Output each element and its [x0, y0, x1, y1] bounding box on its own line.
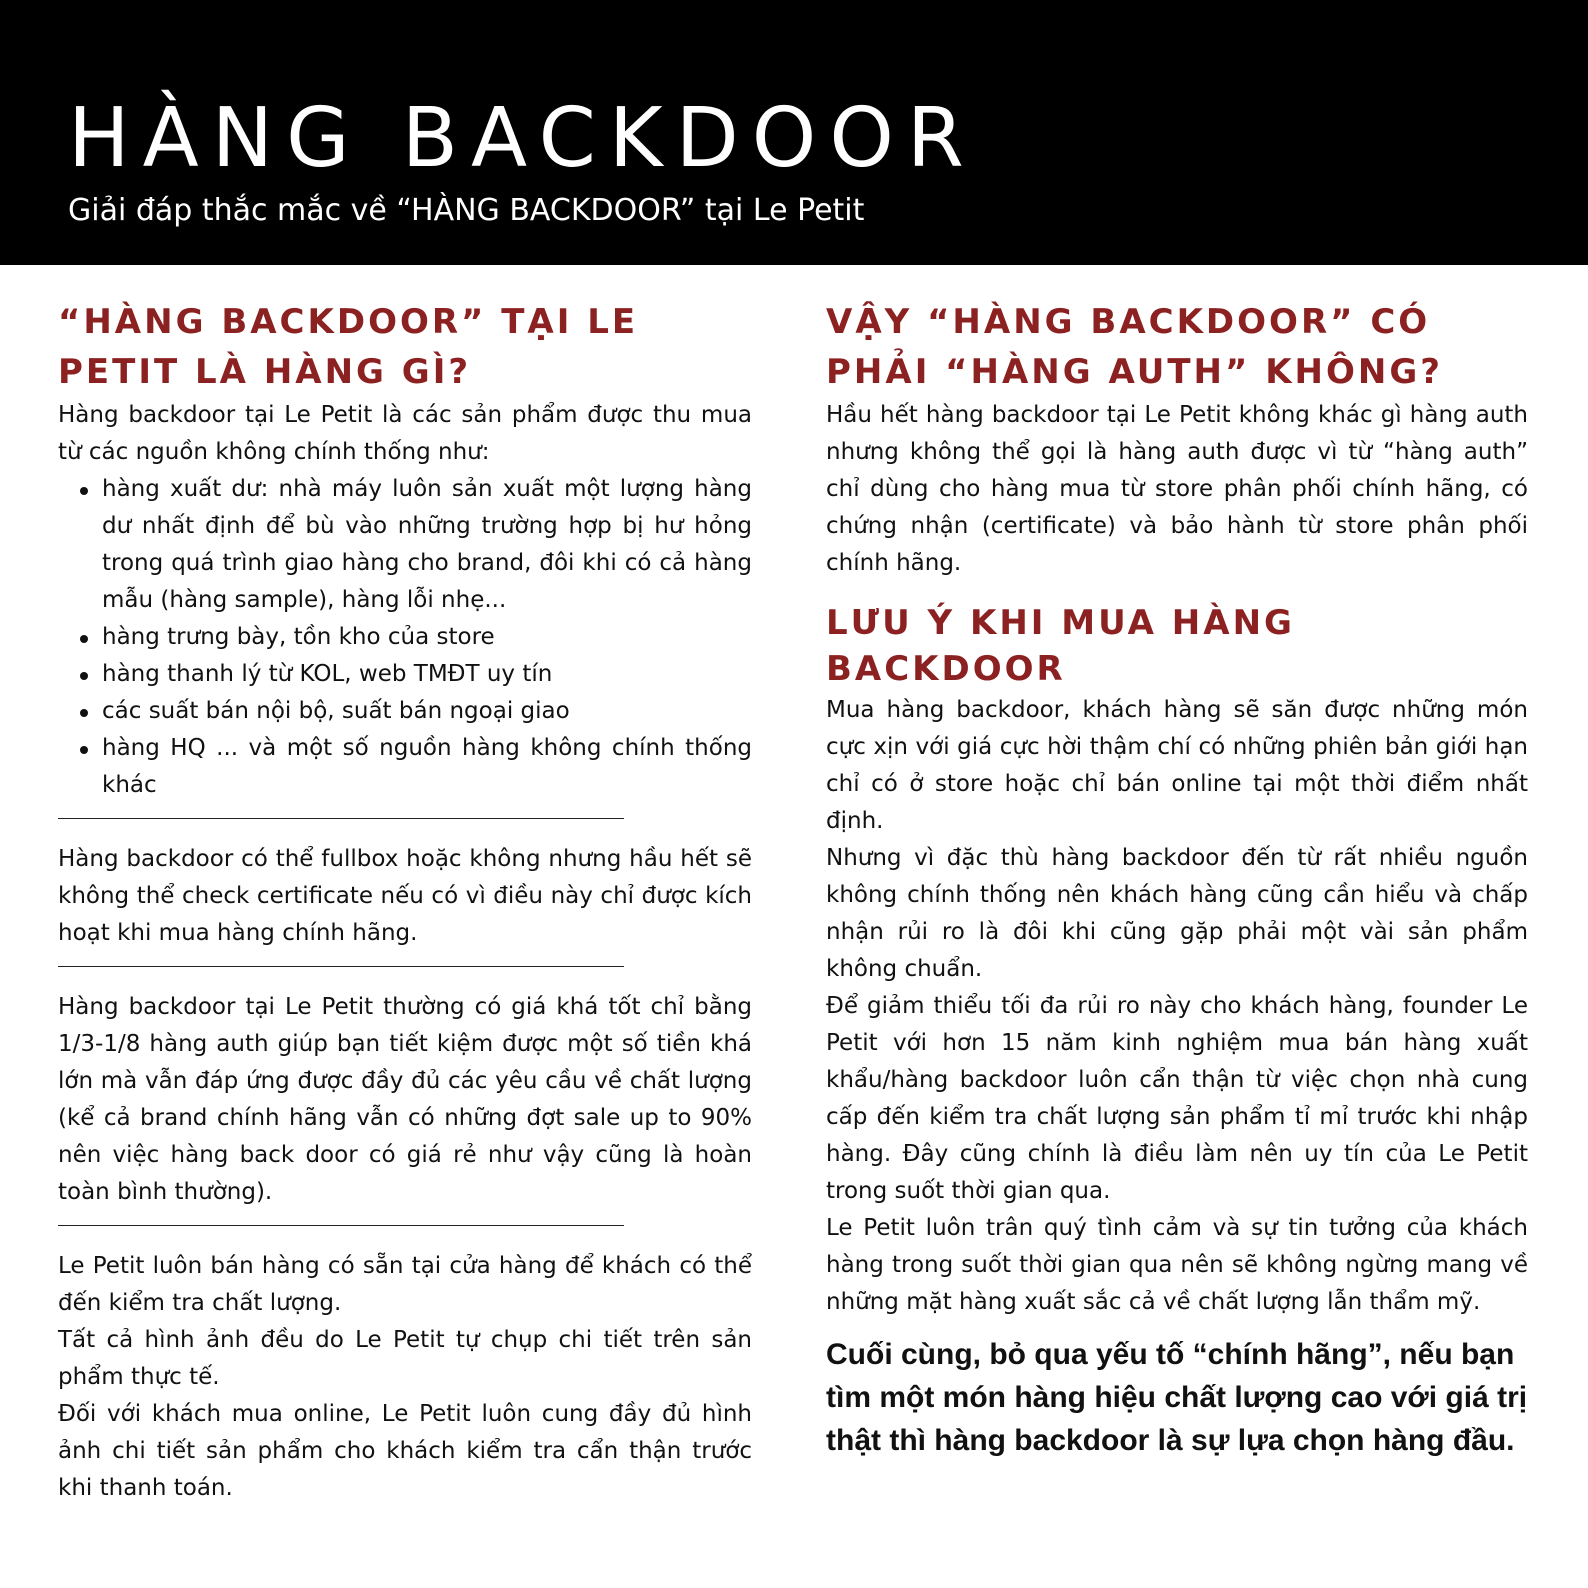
right-column	[826, 297, 1528, 1462]
right-heading-notes: LƯU Ý KHI MUA HÀNG BACKDOOR	[826, 603, 1295, 689]
left-column	[58, 297, 752, 1507]
auth-paragraph: Hầu hết hàng backdoor tại Le Petit không khác gì hàng auth nhưng không thể gọi là hàng auth được vì từ “hàng auth” chỉ dùng cho hàng mua từ store phân phối chính hãng, có chứng nhận (certificate) và bảo hành từ store phân phối chính hãng.	[826, 402, 1528, 576]
notes-paragraph-3: Để giảm thiểu tối đa rủi ro này cho khách hàng, founder Le Petit với hơn 15 năm kinh nghiệm mua bán hàng xuất khẩu/hàng backdoor luôn cẩn thận từ việc chọn nhà cung cấp đến kiểm tra chất lượng sản phẩm tỉ mỉ trước khi nhập hàng. Đây cũng chính là điều làm nên uy tín của Le Petit trong suốt thời gian qua.	[826, 993, 1528, 1204]
divider	[58, 1225, 624, 1226]
divider	[58, 818, 624, 819]
page-subtitle: Giải đáp thắc mắc về “HÀNG BACKDOOR” tại Le Petit	[68, 193, 865, 228]
header-banner	[0, 0, 1588, 265]
price-paragraph: Hàng backdoor tại Le Petit thường có giá khá tốt chỉ bằng 1/3-1/8 hàng auth giúp bạn tiết kiệm được một số tiền khá lớn mà vẫn đáp ứng được đầy đủ các yêu cầu về chất lượng (kể cả brand chính hãng vẫn có những đợt sale up to 90% nên việc hàng back door có giá rẻ như vậy cũng là hoàn toàn bình thường).	[58, 994, 752, 1205]
list-item: hàng HQ ... và một số nguồn hàng không chính thống khác	[102, 730, 752, 804]
left-intro: Hàng backdoor tại Le Petit là các sản phẩm được thu mua từ các nguồn không chính thống như:	[58, 402, 752, 465]
left-heading: “HÀNG BACKDOOR” TẠI LE PETIT LÀ HÀNG GÌ?	[58, 302, 639, 392]
closing-statement: Cuối cùng, bỏ qua yếu tố “chính hãng”, nếu bạn tìm một món hàng hiệu chất lượng cao với giá trị thật thì hàng backdoor là sự lựa chọn hàng đầu.	[826, 1338, 1528, 1457]
online-paragraph: Đối với khách mua online, Le Petit luôn cung đầy đủ hình ảnh chi tiết sản phẩm cho khách kiểm tra cẩn thận trước khi thanh toán.	[58, 1401, 752, 1501]
list-item: hàng xuất dư: nhà máy luôn sản xuất một lượng hàng dư nhất định để bù vào những trường hợp bị hư hỏng trong quá trình giao hàng cho brand, đôi khi có cả hàng mẫu (hàng sample), hàng lỗi nhẹ...	[102, 471, 752, 619]
photos-paragraph: Tất cả hình ảnh đều do Le Petit tự chụp chi tiết trên sản phẩm thực tế.	[58, 1327, 752, 1390]
notes-paragraph-2: Nhưng vì đặc thù hàng backdoor đến từ rất nhiều nguồn không chính thống nên khách hàng cũng cần hiểu và chấp nhận rủi ro là đôi khi cũng gặp phải một vài sản phẩm không chuẩn.	[826, 845, 1528, 982]
notes-paragraph-4: Le Petit luôn trân quý tình cảm và sự tin tưởng của khách hàng trong suốt thời gian qua nên sẽ không ngừng mang về những mặt hàng xuất sắc cả về chất lượng lẫn thẩm mỹ.	[826, 1215, 1528, 1315]
store-paragraph: Le Petit luôn bán hàng có sẵn tại cửa hàng để khách có thể đến kiểm tra chất lượng.	[58, 1253, 752, 1316]
source-list	[58, 471, 752, 804]
page-title: HÀNG BACKDOOR	[68, 91, 977, 186]
list-item: hàng thanh lý từ KOL, web TMĐT uy tín	[102, 656, 752, 693]
list-item: hàng trưng bày, tồn kho của store	[102, 619, 752, 656]
right-heading-auth: VẬY “HÀNG BACKDOOR” CÓ PHẢI “HÀNG AUTH” KHÔNG?	[826, 302, 1443, 392]
divider	[58, 966, 624, 967]
fullbox-paragraph: Hàng backdoor có thể fullbox hoặc không nhưng hầu hết sẽ không thể check certificate nếu có vì điều này chỉ được kích hoạt khi mua hàng chính hãng.	[58, 846, 752, 946]
list-item: các suất bán nội bộ, suất bán ngoại giao	[102, 693, 752, 730]
notes-paragraph-1: Mua hàng backdoor, khách hàng sẽ săn được những món cực xịn với giá cực hời thậm chí có những phiên bản giới hạn chỉ có ở store hoặc chỉ bán online tại một thời điểm nhất định.	[826, 697, 1528, 834]
